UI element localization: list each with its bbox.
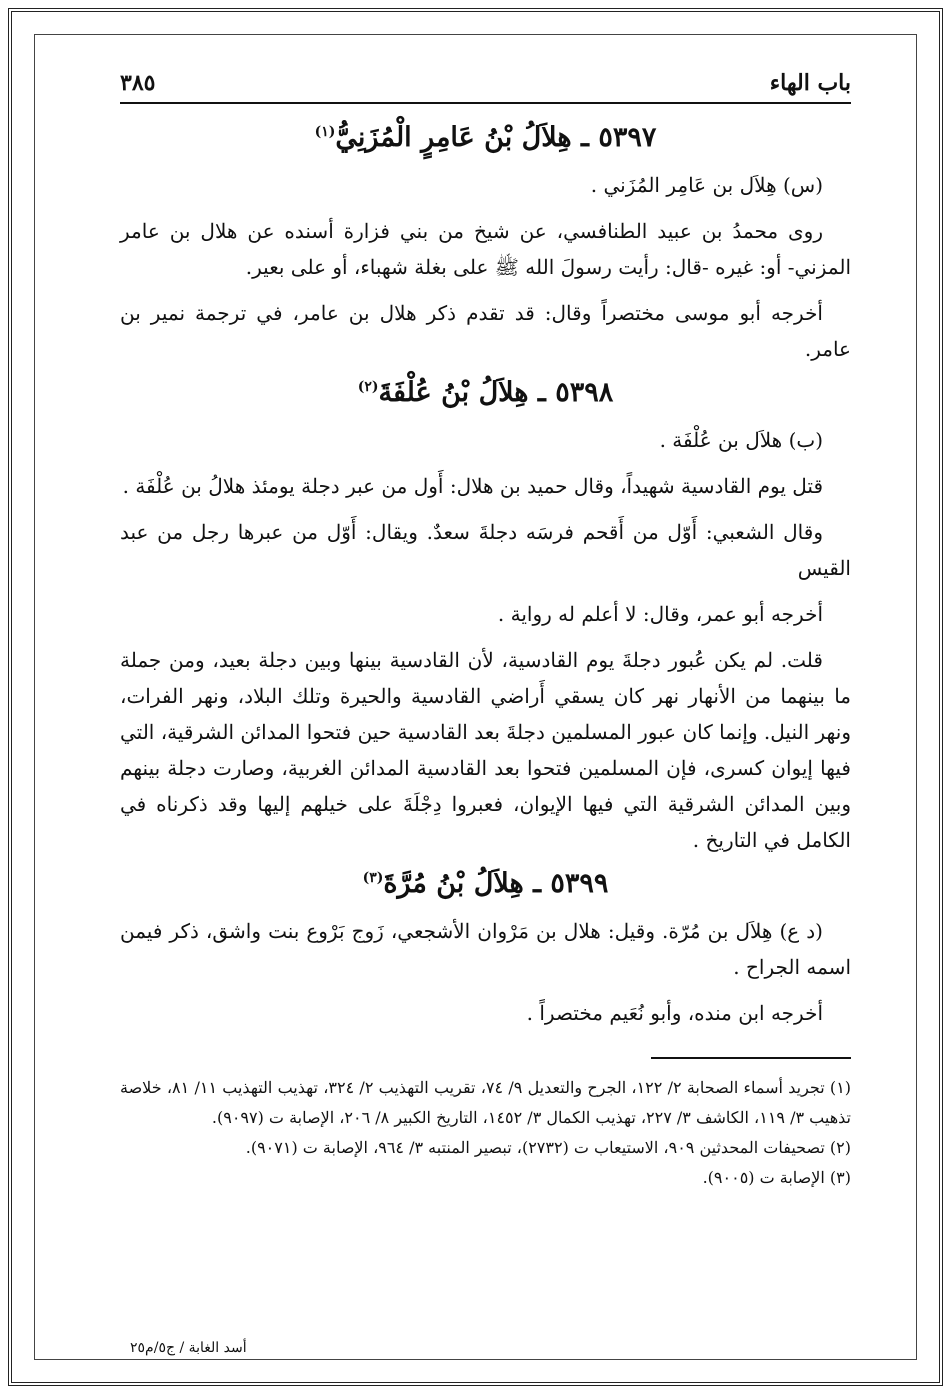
entry-5399	[120, 868, 851, 1031]
footnotes	[120, 1073, 851, 1193]
footnote: (٢) تصحيفات المحدثين ٩٠٩، الاستيعاب ت (٢٧٣٢)، تبصير المنتبه ٣/ ٩٦٤، الإصابة ت (٩٠٧١).	[245, 1138, 851, 1157]
chapter-title: باب الهاء	[769, 70, 851, 96]
footnote: (١) تجريد أسماء الصحابة ٢/ ١٢٢، الجرح والتعديل ٩/ ٧٤، تقريب التهذيب ٢/ ٣٢٤، تهذيب التهذيب ١١/ ٨١، خلاصة تذهيب ٣/ ١١٩، الكاشف ٣/ ٢٢٧، تهذيب الكمال ٣/ ١٤٥٢، التاريخ الكبير ٨/ ٢٠٦، الإصابة ت (٩٠٩٧).	[120, 1078, 852, 1127]
footnote: (٣) الإصابة ت (٩٠٠٥).	[702, 1168, 851, 1187]
footnote-separator	[651, 1057, 851, 1059]
paragraph: روى محمدُ بن عبيد الطنافسي، عن شيخ من بني فزارة أسنده عن هلال بن عامر المزني- أو: غيره -قال: رأيت رسولَ الله ﷺ على بغلة شهباء، أو على بعير.	[120, 219, 851, 279]
paragraph: أخرجه أبو موسى مختصراً وقال: قد تقدم ذكر هلال بن عامر، في ترجمة نمير بن عامر.	[120, 301, 851, 361]
footnote-ref: (١)	[314, 124, 336, 140]
paragraph: قلت. لم يكن عُبور دجلةَ يوم القادسية، لأن القادسية بينها وبين دجلة بعيد، ومن جملة ما بينهما من الأنهار نهر كان يسقي أَراضي القادسية والحيرة وتلك البلاد، ونهر الفرات، ونهر النيل. وإنما كان عبور المسلمين دجلةَ بعد القادسية حين فتحوا المدائن الشرقية، التي فيها إيوان كسرى، فإن المسلمين فتحوا بعد القادسية المدائن الغربية، وصارت دجلة بينهم وبين المدائن الشرقية التي فيها الإيوان، فعبروا دِجْلَةَ على خيلهم إليها وقد ذكرناه في الكامل في التاريخ .	[120, 648, 851, 852]
paragraph: قتل يوم القادسية شهيداً، وقال حميد بن هلال: أَول من عبر دجلة يومئذ هلالُ بن عُلْفَة .	[122, 474, 823, 498]
paragraph: (د ع) هِلاَل بن مُرّة. وقيل: هلال بن مَرْوان الأشجعي، زَوج بَرْوع بنت واشق، ذكر فيمن اسمه الجراح .	[120, 919, 851, 979]
page-content	[120, 70, 851, 1354]
entry-5398	[120, 377, 851, 858]
paragraph: (س) هِلاَل بن عَامِر المُزَني .	[590, 173, 823, 197]
paragraph: (ب) هلاَل بن عُلْفَة .	[659, 428, 823, 452]
running-head	[120, 70, 851, 104]
paragraph: وقال الشعبي: أَوّل من أَقحم فرسَه دجلةَ سعدٌ. ويقال: أَوّل من عبرها رجل من عبد القيس	[120, 520, 851, 580]
entry-title: ٥٣٩٨ ـ هِلاَلُ بْنُ عُلْفَةَ$^{(٢)}$	[357, 377, 614, 408]
entry-title: ٥٣٩٩ ـ هِلاَلُ بْنُ مُرَّةَ$^{(٣)}$	[362, 868, 609, 899]
paragraph: أخرجه أبو عمر، وقال: لا أعلم له رواية .	[497, 602, 823, 626]
signature-footer: أسد الغابة / ج٥/م٢٥	[130, 1340, 247, 1356]
entry-title: ٥٣٩٧ ـ هِلاَلُ بْنُ عَامِرٍ الْمُزَنِيُّ$^{(١)}$	[314, 122, 657, 153]
footnote-ref: (٣)	[362, 870, 384, 886]
paragraph: أخرجه ابن منده، وأبو نُعَيم مختصراً .	[526, 1001, 823, 1025]
page-number: ٣٨٥	[120, 70, 156, 96]
footnote-ref: (٢)	[357, 379, 379, 395]
entry-5397	[120, 122, 851, 367]
